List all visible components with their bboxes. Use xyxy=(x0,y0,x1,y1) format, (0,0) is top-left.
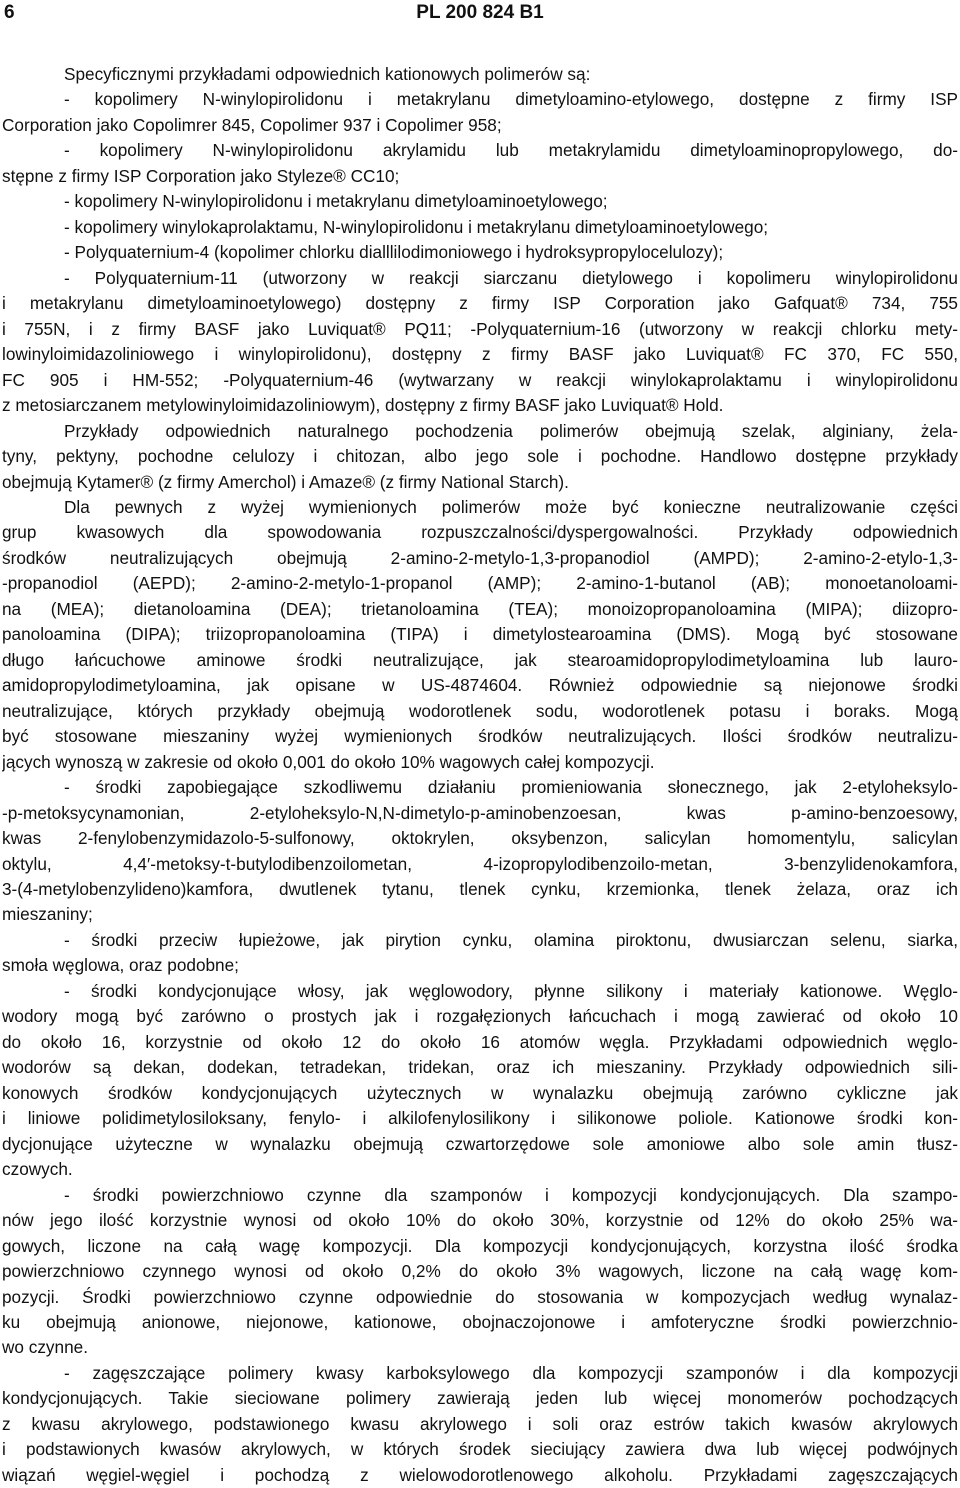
text-line: długo łańcuchowe aminowe środki neutralizujące, jak stearoamidopropylodimetyloamina lub lauro- xyxy=(2,649,958,670)
text-line: konowych środków kondycjonujących użytecznych w wynalazku obejmują zarówno cykliczne jak xyxy=(2,1082,958,1103)
text-line: panoloamina (DIPA); triizopropanoloamina (TIPA) i dimetylostearoamina (DMS). Mogą być stosowane xyxy=(2,624,958,645)
text-line: -p-metoksycynamonian, 2-etyloheksylo-N,N-dimetylo-p-aminobenzoesan, kwas p-amino-benzoesowy, xyxy=(2,802,958,823)
text-line: - środki powierzchniowo czynne dla szamponów i kompozycji kondycjonujących. Dla szampo- xyxy=(64,1184,958,1205)
text-line: być stosowane mieszaniny wyżej wymienionych środków neutralizujących. Ilości środków neutralizu- xyxy=(2,726,958,747)
text-line: jących wynoszą w zakresie od około 0,001 do około 10% wagowych całej kompozycji. xyxy=(2,751,655,772)
text-line: Dla pewnych z wyżej wymienionych polimerów może być konieczne neutralizowanie części xyxy=(64,496,958,517)
text-line: wiązań węgiel-węgiel i pochodzą z wielowodorotlenowego alkoholu. Przykładami zagęszczających xyxy=(2,1464,958,1485)
text-line: obejmują Kytamer® (z firmy Amerchol) i Amaze® (z firmy National Starch). xyxy=(2,471,569,492)
text-line: lowinyloimidazoliniowego i winylopirolidonu), dostępny z firmy BASF jako Luviquat® FC 370, FC 550, xyxy=(2,344,958,365)
text-line: kondycjonujących. Takie sieciowane polimery zawierają jeden lub więcej monomerów pochodzących xyxy=(2,1388,958,1409)
text-line: Specyficznymi przykładami odpowiednich kationowych polimerów są: xyxy=(64,64,591,84)
text-line: mieszaniny; xyxy=(2,904,93,925)
text-line: i liniowe polidimetylosiloksany, fenylo- i alkilofenylosilikony i silikonowe poliole. Kationowe środki kon- xyxy=(2,1108,958,1129)
text-line: oktylu, 4,4′-metoksy-t-butylodibenzoilometan, 4-izopropylodibenzoilo-metan, 3-benzylidenokamfora, xyxy=(2,853,958,874)
text-line: pozycji. Środki powierzchniowo czynne odpowiednie do stosowania w kompozycjach według wynalaz- xyxy=(2,1286,958,1307)
text-line: Corporation jako Copolimrer 845, Copolimer 937 i Copolimer 958; xyxy=(2,114,502,135)
text-line: na (MEA); dietanoloamina (DEA); trietanoloamina (TEA); monoizopropanoloamina (MIPA); diizopro- xyxy=(2,598,958,619)
page-header xyxy=(0,0,960,28)
text-line: powierzchniowo czynnego wynosi od około 0,2% do około 3% wagowych, liczone na całą wagę kom- xyxy=(2,1261,958,1282)
text-line: gowych, liczone na całą wagę kompozycji. Dla kompozycji kondycjonujących, korzystna ilość środka xyxy=(2,1235,958,1256)
text-line: wodorów są dekan, dodekan, tetradekan, tridekan, oraz ich mieszaniny. Przykłady odpowiednich sili- xyxy=(2,1057,958,1078)
text-line: wodory mogą być zarówno o prostych jak i rozgałęzionych łańcuchach i mogą zawierać od około 10 xyxy=(2,1006,958,1027)
text-line: i podstawionych kwasów akrylowych, w których środek sieciujący zawiera dwa lub więcej podwójnych xyxy=(2,1439,958,1460)
text-line: - kopolimery N-winylopirolidonu i metakrylanu dimetyloaminoetylowego; xyxy=(64,191,608,212)
text-line: - środki kondycjonujące włosy, jak węglowodory, płynne silikony i materiały kationowe. Węglo- xyxy=(64,980,958,1001)
text-line: - kopolimery N-winylopirolidonu akrylamidu lub metakrylamidu dimetyloaminopropylowego, do- xyxy=(64,140,958,161)
text-line: i 755N, i z firmy BASF jako Luviquat® PQ11; -Polyquaternium-16 (utworzony w reakcji chlorku mety- xyxy=(2,318,958,339)
text-line: - zagęszczające polimery kwasy karboksylowego dla kompozycji szamponów i dla kompozycji xyxy=(64,1362,958,1383)
text-line: dycjonujące użyteczne w wynalazku obejmują czwartorzędowe sole amoniowe albo sole amin tłusz- xyxy=(2,1133,958,1154)
text-line: do około 16, korzystnie od około 12 do około 16 atomów węgla. Przykładami odpowiednich węglo- xyxy=(2,1031,958,1052)
text-line: -propanodiol (AEPD); 2-amino-2-metylo-1-propanol (AMP); 2-amino-1-butanol (AB); monoetanoloami- xyxy=(2,573,958,594)
text-line: neutralizujące, których przykłady obejmują wodorotlenek sodu, wodorotlenek potasu i boraks. Mogą xyxy=(2,700,958,721)
text-line: grup kwasowych dla spowodowania rozpuszczalności/dyspergowalności. Przykłady odpowiednich xyxy=(2,522,958,543)
text-line: amidopropylodimetyloamina, jak opisane w US-4874604. Również odpowiednie są niejonowe środki xyxy=(2,675,958,696)
text-line: - Polyquaternium-4 (kopolimer chlorku dialllilodimoniowego i hydroksypropylocelulozy); xyxy=(64,242,724,263)
text-line: - środki przeciw łupieżowe, jak pirytion cynku, olamina piroktonu, dwusiarczan selenu, siarka, xyxy=(64,929,958,950)
document-body xyxy=(2,62,958,1488)
text-line: 3-(4-metylobenzylideno)kamfora, dwutlenek tytanu, tlenek cynku, krzemionka, tlenek żelaza, oraz ich xyxy=(2,879,958,899)
text-line: smoła węglowa, oraz podobne; xyxy=(2,955,239,976)
text-line: kwas 2-fenylobenzymidazolo-5-sulfonowy, oktokrylen, oksybenzon, salicylan homomentylu, salicylan xyxy=(2,828,958,849)
text-line: z metosiarczanem metylowinyloimidazoliniowym), dostępny z firmy BASF jako Luviquat® Hold. xyxy=(2,395,724,416)
text-line: ku obejmują anionowe, niejonowe, kationowe, obojnaczojonowe i amfoteryczne środki powierzchnio- xyxy=(2,1311,958,1332)
text-line: FC 905 i HM-552; -Polyquaternium-46 (wytwarzany w reakcji winylokaprolaktamu i winylopirolidonu xyxy=(2,369,958,390)
text-line: tyny, pektyny, pochodne celulozy i chitozan, albo jego sole i pochodne. Handlowo dostępne przykłady xyxy=(2,446,958,467)
text-line: czowych. xyxy=(2,1159,73,1180)
text-line: stępne z firmy ISP Corporation jako Styleze® CC10; xyxy=(2,165,400,186)
text-line: z kwasu akrylowego, podstawionego kwasu akrylowego i soli oraz estrów takich kwasów akrylowych xyxy=(2,1413,958,1434)
document-id: PL 200 824 B1 xyxy=(416,2,544,23)
text-line: nów jego ilość korzystnie wynosi od około 10% do około 30%, korzystnie od 12% do około 25% wa- xyxy=(2,1210,958,1231)
text-line: - kopolimery winylokaprolaktamu, N-winylopirolidonu i metakrylanu dimetyloaminoetylowego; xyxy=(64,216,769,237)
text-line: wo czynne. xyxy=(2,1337,88,1358)
text-line: - Polyquaternium-11 (utworzony w reakcji siarczanu dietylowego i kopolimeru winylopirolidonu xyxy=(64,267,958,288)
text-line: środków neutralizujących obejmują 2-amino-2-metylo-1,3-propanodiol (AMPD); 2-amino-2-etylo-1,3- xyxy=(2,547,958,568)
page-number: 6 xyxy=(4,2,15,23)
text-line: - kopolimery N-winylopirolidonu i metakrylanu dimetyloamino-etylowego, dostępne z firmy ISP xyxy=(64,89,958,110)
text-line: - środki zapobiegające szkodliwemu działaniu promieniowania słonecznego, jak 2-etyloheksylo- xyxy=(64,777,958,798)
text-line: i metakrylanu dimetyloaminoetylowego) dostępny z firmy ISP Corporation jako Gafquat® 734, 755 xyxy=(2,293,958,314)
text-line: Przykłady odpowiednich naturalnego pochodzenia polimerów obejmują szelak, alginiany, żela- xyxy=(64,420,958,441)
